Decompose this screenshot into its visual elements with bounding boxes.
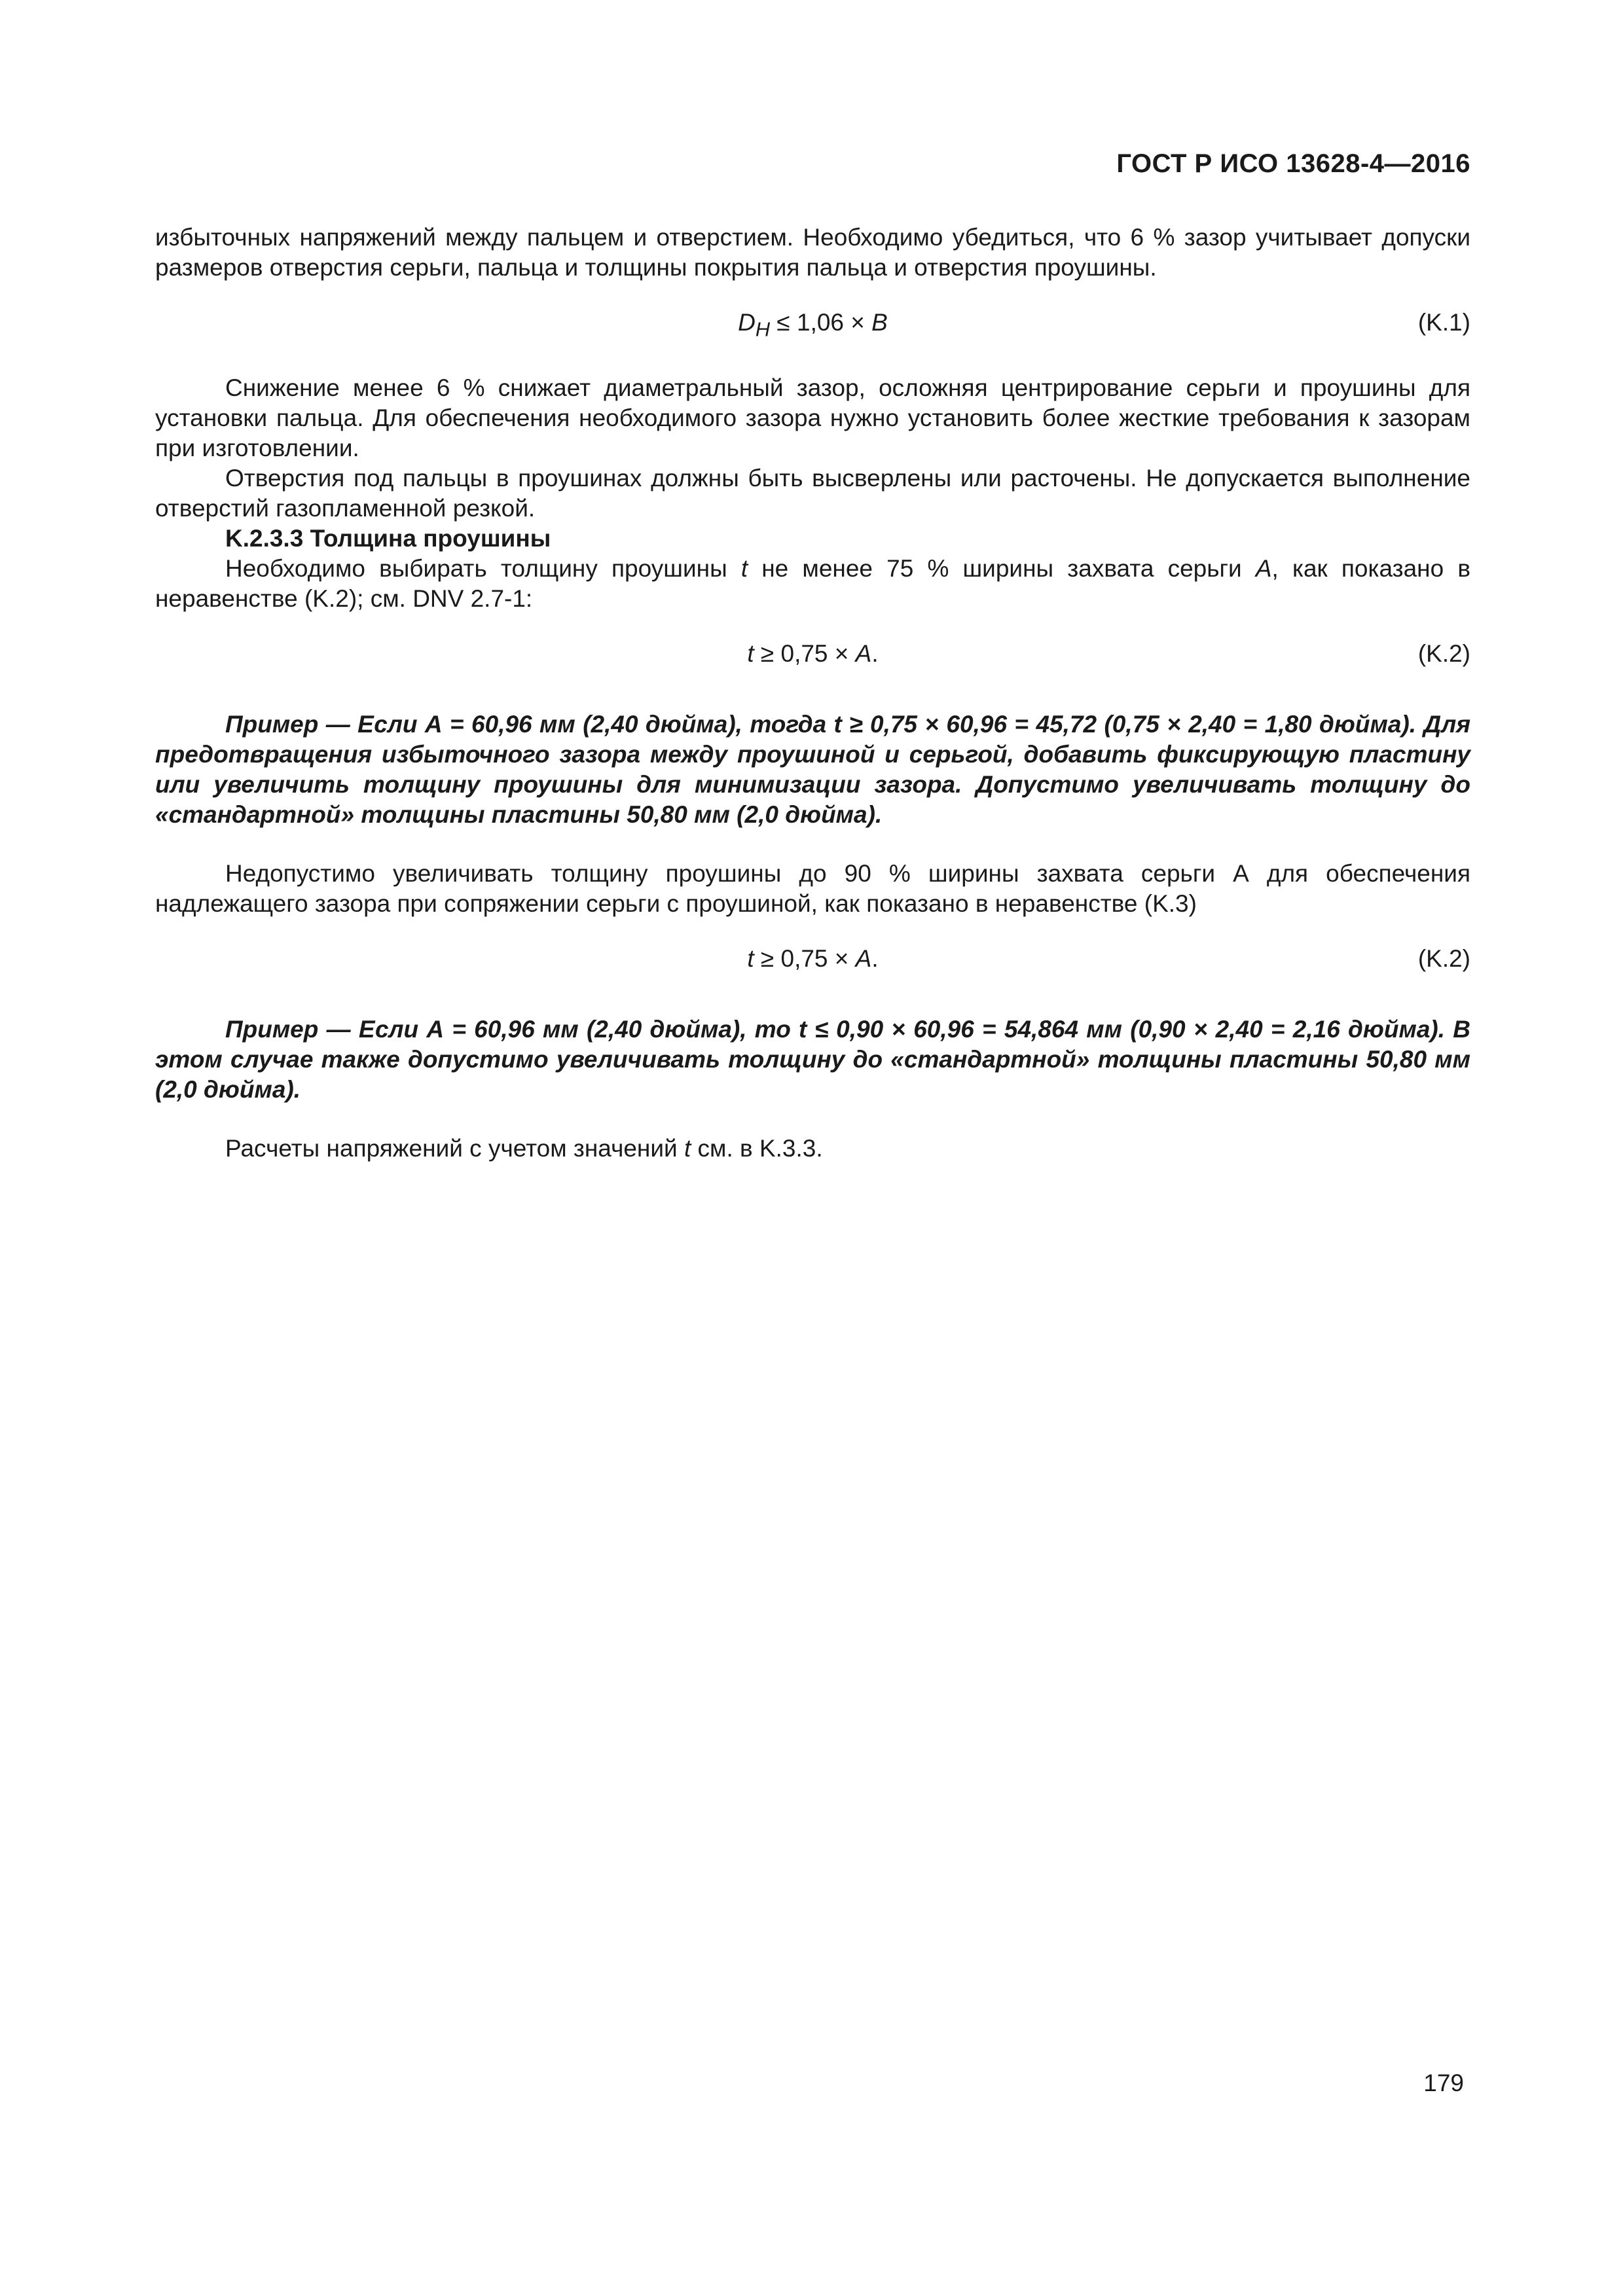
example-note-1: Пример — Если А = 60,96 мм (2,40 дюйма), тогда t ≥ 0,75 × 60,96 = 45,72 (0,75 × 2,40 = 1,80 дюйма). Для предотвращения избыточного зазора между проушиной и серьгой, добавить фиксирующую пластину или увеличить толщину проушины для минимизации зазора. Допустимо увеличивать толщину до «стандартной» толщины пластины 50,80 мм (2,0 дюйма). xyxy=(155,711,1470,828)
equation-formula: t ≥ 0,75 × A. xyxy=(747,640,879,667)
document-header: ГОСТ Р ИСО 13628-4—2016 xyxy=(1116,149,1470,178)
equation-k2-repeat xyxy=(155,944,1470,974)
paragraph-continuation: избыточных напряжений между пальцем и отверстием. Необходимо убедиться, что 6 % зазор учитывает допуски размеров отверстия серьги, пальца и толщины покрытия пальца и отверстия проушины. xyxy=(155,224,1470,281)
equation-number: (K.2) xyxy=(1417,640,1470,667)
section-number: K.2.3.3 xyxy=(225,525,304,552)
equation-formula: t ≥ 0,75 × A. xyxy=(747,945,879,972)
equation-k2 xyxy=(155,639,1470,669)
equation-number: (K.1) xyxy=(1417,309,1470,336)
paragraph-ninety-percent: Недопустимо увеличивать толщину проушины до 90 % ширины захвата серьги А для обеспечения надлежащего зазора при сопряжении серьги с проушиной, как показано в неравенстве (K.3) xyxy=(155,860,1470,917)
page-content xyxy=(155,223,1470,1164)
paragraph-clearance-reduction: Снижение менее 6 % снижает диаметральный зазор, осложняя центрирование серьги и проушины для установки пальца. Для обеспечения необходимого зазора нужно установить более жесткие требования к зазорам при изготовлении. xyxy=(155,374,1470,461)
equation-k1 xyxy=(155,308,1470,341)
page-number: 179 xyxy=(1423,2070,1464,2096)
section-title: Толщина проушины xyxy=(310,525,551,552)
example-note-2: Пример — Если А = 60,96 мм (2,40 дюйма), то t ≤ 0,90 × 60,96 = 54,864 мм (0,90 × 2,40 = 2,16 дюйма). В этом случае также допустимо увеличивать толщину до «стандартной» толщины пластины 50,80 мм (2,0 дюйма). xyxy=(155,1016,1470,1103)
section-heading xyxy=(155,524,1470,554)
paragraph-hole-drilling: Отверстия под пальцы в проушинах должны быть высверлены или расточены. Не допускается выполнение отверстий газопламенной резкой. xyxy=(155,465,1470,522)
equation-number: (K.2) xyxy=(1417,945,1470,972)
paragraph-stress-reference: Расчеты напряжений с учетом значений t см. в K.3.3. xyxy=(225,1135,823,1162)
equation-formula: $D_H \le 1,06 \times B$ xyxy=(738,309,888,341)
paragraph-eye-thickness: Необходимо выбирать толщину проушины t не менее 75 % ширины захвата серьги A, как показано в неравенстве (K.2); см. DNV 2.7-1: xyxy=(155,555,1470,612)
